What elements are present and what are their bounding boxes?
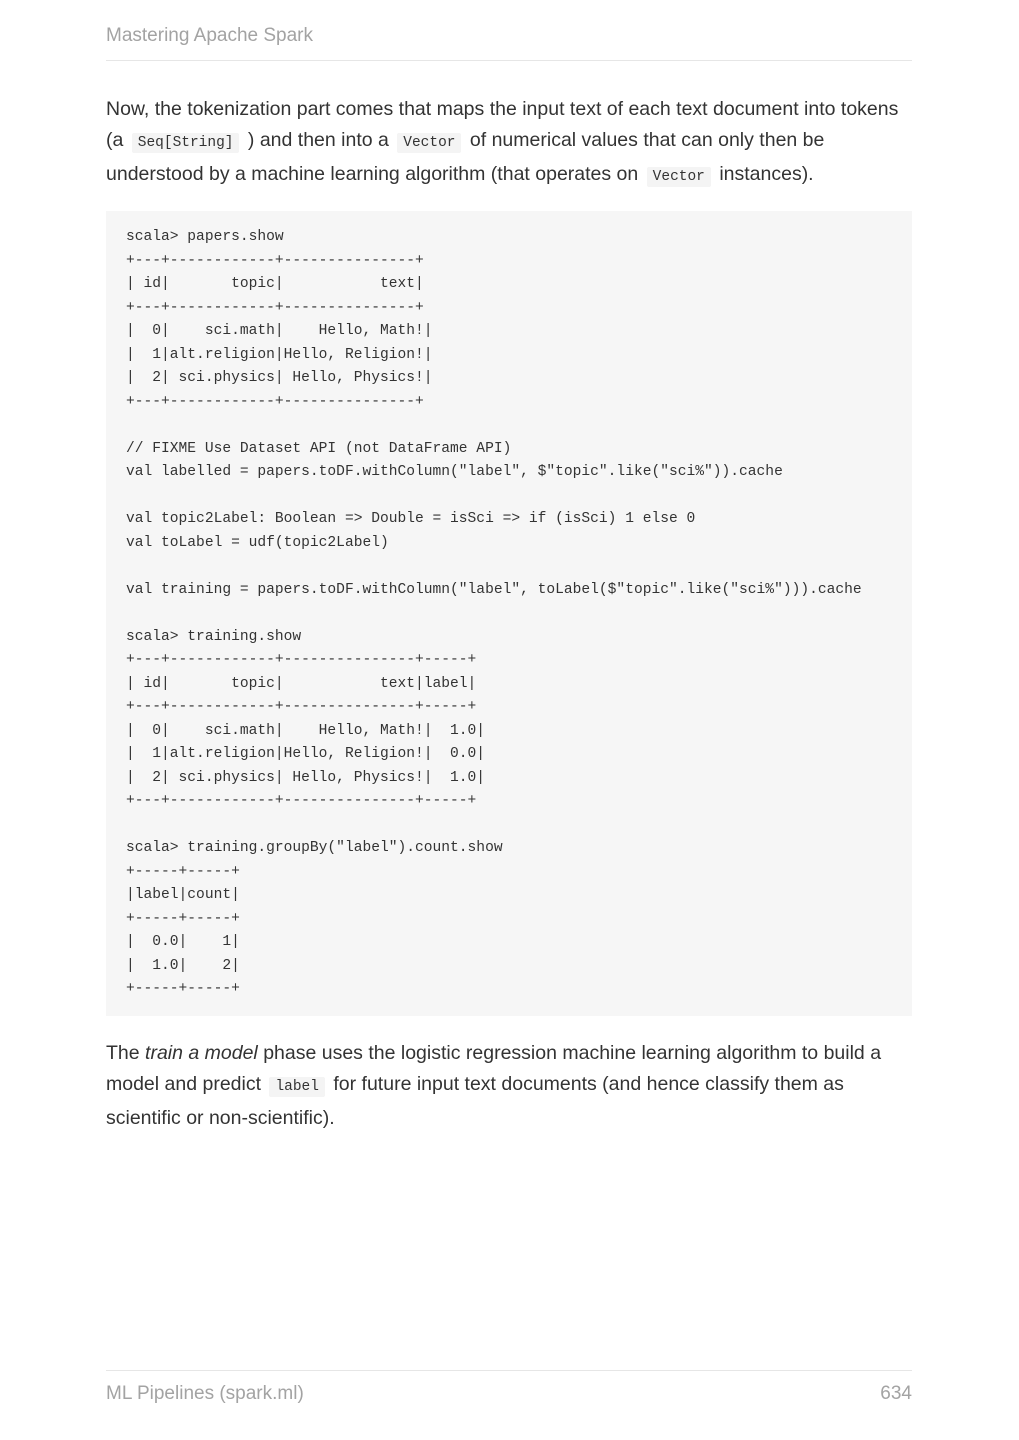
intro-text-3: of numerical values that can only then be understood by a machine learning algorithm (that operates on	[106, 129, 825, 185]
outro-paragraph	[106, 1038, 912, 1134]
outro-text-3: for future input text documents (and hence classify them as scientific or non-scientific).	[106, 1073, 844, 1129]
intro-text-2: ) and then into a	[247, 129, 389, 151]
page-number: 634	[880, 1383, 912, 1404]
page-header	[106, 24, 912, 61]
inline-code-seq-string: Seq[String]	[132, 133, 240, 153]
footer-section-title: ML Pipelines (spark.ml)	[106, 1383, 304, 1404]
intro-text-4: instances).	[719, 163, 814, 185]
book-title: Mastering Apache Spark	[106, 25, 314, 46]
outro-text-1: The	[106, 1042, 140, 1064]
inline-code-label: label	[269, 1077, 325, 1097]
inline-code-vector-2: Vector	[647, 167, 711, 187]
intro-text-1: Now, the tokenization part comes that maps the input text of each text document into tokens (a	[106, 98, 899, 151]
inline-code-vector: Vector	[397, 133, 461, 153]
page-footer	[106, 1370, 912, 1406]
outro-text-2: phase uses the logistic regression machine learning algorithm to build a model and predict	[106, 1042, 882, 1095]
page-content	[106, 94, 912, 1134]
intro-paragraph	[106, 94, 912, 193]
code-listing: scala> papers.show +---+------------+---------------+ | id| topic| text| +---+------------+---------------+ | 0| sci.math| Hello, Math!| | 1|alt.religion|Hello, Religion!| | 2| sci.physics| Hello, Physics!| +---+------------+---------------+ // FIXME Use Dataset API (not DataFrame API) val labelled = papers.toDF.withColumn("label", $"topic".like("sci%")).cache val topic2Label: Boolean => Double = isSci => if (isSci) 1 else 0 val toLabel = udf(topic2Label) val training = papers.toDF.withColumn("label", toLabel($"topic".like("sci%"))).cache scala> training.show +---+------------+---------------+-----+ | id| topic| text|label| +---+------------+---------------+-----+ | 0| sci.math| Hello, Math!| 1.0| | 1|alt.religion|Hello, Religion!| 0.0| | 2| sci.physics| Hello, Physics!| 1.0| +---+------------+---------------+-----+ scala> training.groupBy("label").count.show +-----+-----+ |label|count| +-----+-----+ | 0.0| 1| | 1.0| 2| +-----+-----+	[126, 229, 862, 997]
code-block	[106, 211, 912, 1016]
emphasis-train-a-model: train a model	[145, 1042, 258, 1064]
